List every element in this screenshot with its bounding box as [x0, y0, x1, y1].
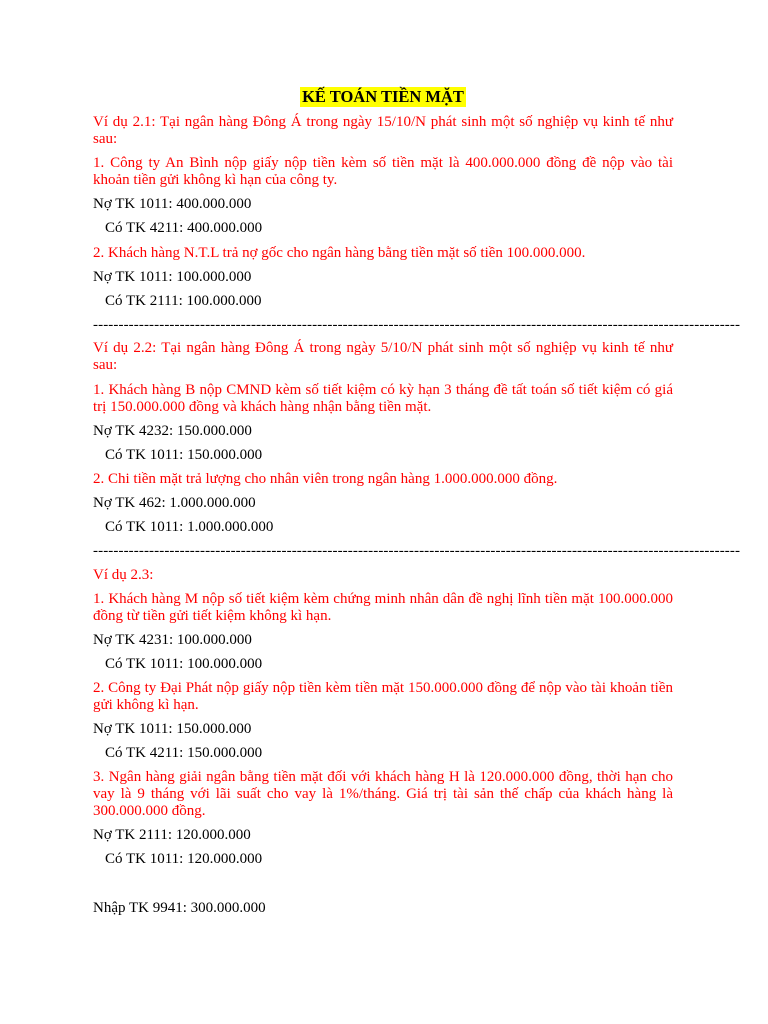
- example-2-1-transaction-2: 2. Khách hàng N.T.L trả nợ gốc cho ngân hàng bằng tiền mặt số tiền 100.000.000.: [93, 245, 586, 261]
- example-2-2-t2-credit: Có TK 1011: 1.000.000.000: [105, 519, 274, 535]
- example-2-1-heading: Ví dụ 2.1: Tại ngân hàng Đông Á trong ngày 15/10/N phát sinh một số nghiệp vụ kinh tế như sau:: [93, 114, 673, 147]
- example-2-2-transaction-2: 2. Chi tiền mặt trả lượng cho nhân viên trong ngân hàng 1.000.000.000 đồng.: [93, 471, 558, 487]
- example-2-2-t1-debit: Nợ TK 4232: 150.000.000: [93, 423, 252, 439]
- example-2-3-t3-credit: Có TK 1011: 120.000.000: [105, 851, 263, 867]
- example-2-1-transaction-1: 1. Công ty An Bình nộp giấy nộp tiền kèm số tiền mặt là 400.000.000 đồng đề nộp vào tài khoản tiền gửi không kì hạn của công ty.: [93, 155, 673, 188]
- example-2-3-transaction-3: 3. Ngân hàng giải ngân bằng tiền mặt đối với khách hàng H là 120.000.000 đồng, thời hạn cho vay là 9 tháng với lãi suất cho vay là 1%/tháng. Giá trị tài sản thế chấp của khách hàng là 300.000.000 đồng.: [93, 769, 673, 819]
- example-2-3-transaction-2: 2. Công ty Đại Phát nộp giấy nộp tiền kèm tiền mặt 150.000.000 đồng để nộp vào tài khoản tiền gửi không kì hạn.: [93, 680, 673, 713]
- example-2-3-t2-debit: Nợ TK 1011: 150.000.000: [93, 721, 252, 737]
- example-2-3-transaction-1: 1. Khách hàng M nộp số tiết kiệm kèm chứng minh nhân dân đề nghị lĩnh tiền mặt 100.000.000 đồng từ tiền gửi tiết kiệm không kì hạn.: [93, 591, 673, 624]
- example-2-2-heading: Ví dụ 2.2: Tại ngân hàng Đông Á trong ngày 5/10/N phát sinh một số nghiệp vụ kinh tế như sau:: [93, 340, 673, 373]
- example-2-3-t1-debit: Nợ TK 4231: 100.000.000: [93, 632, 252, 648]
- page-title: KẾ TOÁN TIỀN MẶT: [302, 87, 464, 106]
- example-2-1-t1-credit: Có TK 4211: 400.000.000: [105, 220, 263, 236]
- divider-2: -------------------------------------------------------------------------------------------------------------------------------: [93, 543, 741, 559]
- example-2-3-off-balance-entry: Nhập TK 9941: 300.000.000: [93, 900, 266, 916]
- example-2-1-t2-debit: Nợ TK 1011: 100.000.000: [93, 269, 252, 285]
- divider-1: -------------------------------------------------------------------------------------------------------------------------------: [93, 317, 741, 333]
- example-2-2-transaction-1: 1. Khách hàng B nộp CMND kèm số tiết kiệm có kỳ hạn 3 tháng đề tất toán số tiết kiệm có giá trị 150.000.000 đồng và khách hàng nhận bằng tiền mặt.: [93, 382, 673, 415]
- example-2-3-t2-credit: Có TK 4211: 150.000.000: [105, 745, 263, 761]
- example-2-3-t3-debit: Nợ TK 2111: 120.000.000: [93, 827, 251, 843]
- example-2-1-t2-credit: Có TK 2111: 100.000.000: [105, 293, 262, 309]
- example-2-3-t1-credit: Có TK 1011: 100.000.000: [105, 656, 263, 672]
- example-2-1-t1-debit: Nợ TK 1011: 400.000.000: [93, 196, 252, 212]
- example-2-3-heading: Ví dụ 2.3:: [93, 567, 154, 583]
- example-2-2-t1-credit: Có TK 1011: 150.000.000: [105, 447, 263, 463]
- title-wrap: [93, 87, 673, 107]
- example-2-2-t2-debit: Nợ TK 462: 1.000.000.000: [93, 495, 256, 511]
